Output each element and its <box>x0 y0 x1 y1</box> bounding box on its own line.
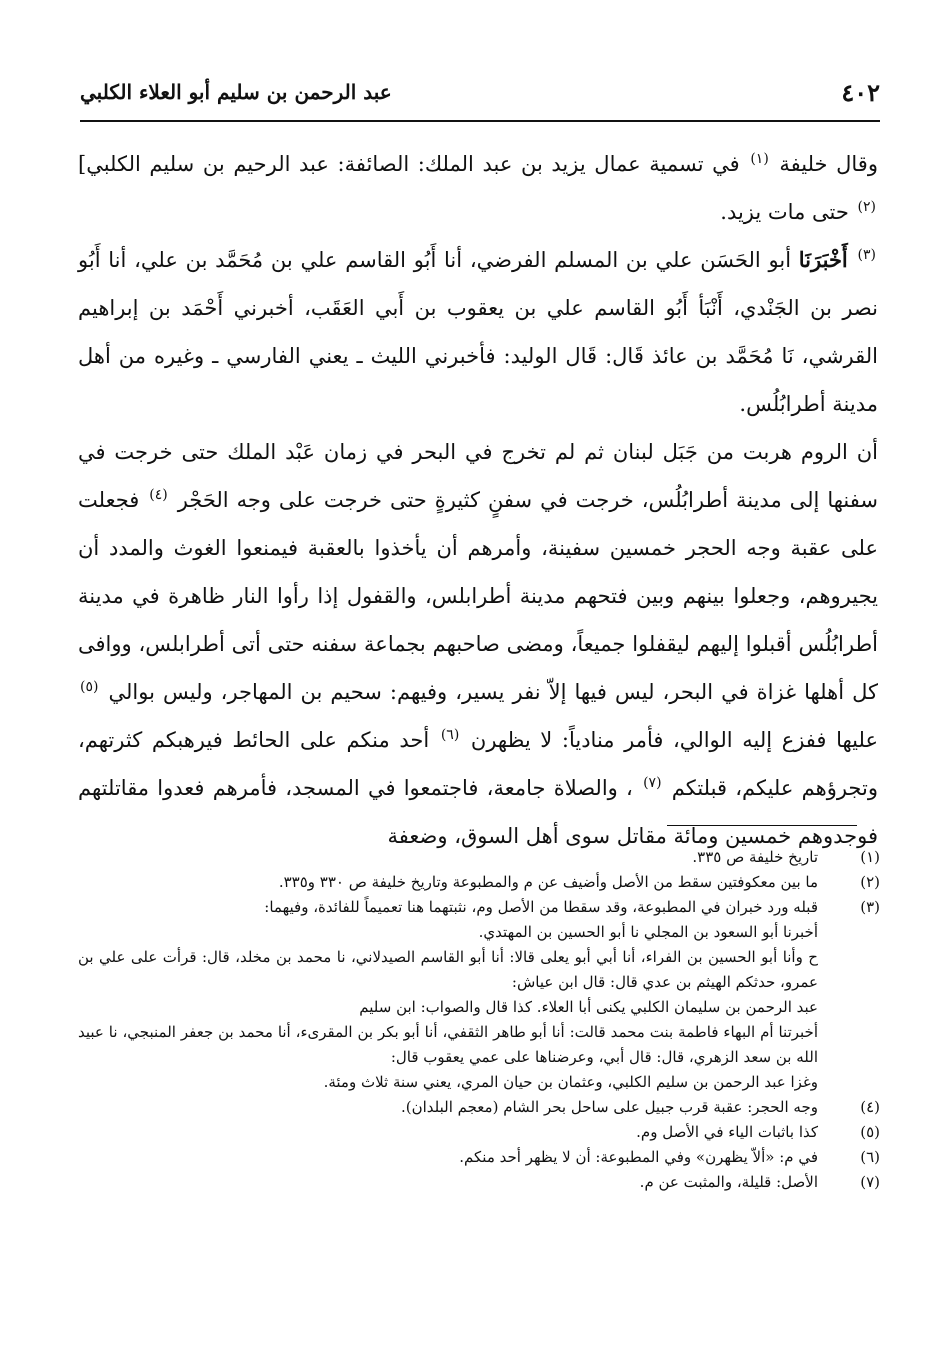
footnote-7 <box>78 1170 880 1195</box>
footnote-separator <box>667 825 857 826</box>
paragraph-text: فجعلت على عقبة وجه الحجر خمسين سفينة، وأمرهم أن يأخذوا بالعقبة فيمنعوا الغوث والمدد أن يجيروهم، وجعلوا بينهم وبين فتحهم مدينة أطرابلس، والقفول إذا رأوا النار ظاهرة في مدينة أطرابُلُس أقبلوا إليهم ليقفلوا جميعاً، ومضى صاحبهم بجماعة سفنه حتى أتى أطرابلس، ووافى كل أهلها غزاة في البحر، ليس فيها إلاّ نفر يسير، وفيهم: سحيم بن المهاجر، وليس بوالي <box>78 488 878 704</box>
footnote-3-line: أخبرنا أبو السعود بن المجلي نا أبو الحسين بن المهتدي. <box>478 923 818 941</box>
footnote-ref: (٢) <box>857 199 876 215</box>
footnote-3-line: عبد الرحمن بن سليمان الكلبي يكنى أبا العلاء. كذا قال والصواب: ابن سليم <box>359 998 818 1016</box>
footnote-ref: (٣) <box>857 247 876 263</box>
akhbarana-keyword: أَخْبَرَنَا <box>798 247 848 272</box>
footnote-ref: (٦) <box>440 727 460 743</box>
paragraph-khalifa <box>78 140 878 236</box>
header-rule <box>80 120 880 122</box>
footnote-number: (٥) <box>860 1123 880 1141</box>
footnote-text: في م: «ألاّ يظهرن» وفي المطبوعة: أن لا يظهر أحد منكم. <box>459 1148 818 1166</box>
footnote-number: (٢) <box>860 873 880 891</box>
footnote-text: وجه الحجر: عقبة قرب جبيل على ساحل بحر الشام (معجم البلدان). <box>400 1098 818 1116</box>
paragraph-text: ، والصلاة جامعة، فاجتمعوا في المسجد، فأمرهم فعدوا مقاتلتهم فوجدوهم خمسين ومائة مقاتل سوى أهل السوق، وضعفة <box>78 776 878 848</box>
footnote-number: (١) <box>860 848 880 866</box>
footnote-text: تاريخ خليفة ص ٣٣٥. <box>692 848 818 866</box>
footnote-number: (٧) <box>860 1173 880 1191</box>
footnote-text: ما بين معكوفتين سقط من الأصل وأضيف عن م والمطبوعة وتاريخ خليفة ص ٣٣٠ و٣٣٥. <box>278 873 818 891</box>
footnote-6 <box>78 1145 880 1170</box>
page-header <box>80 70 880 116</box>
footnote-2 <box>78 870 880 895</box>
footnote-4 <box>78 1095 880 1120</box>
paragraph-isnad <box>78 236 878 428</box>
footnote-text: قبله ورد خبران في المطبوعة، وقد سقطا من الأصل وم، نثبتهما هنا تعميماً للفائدة، وفيهما: <box>264 898 818 916</box>
footnote-1 <box>78 845 880 870</box>
footnote-ref: (٥) <box>80 679 99 695</box>
footnotes <box>78 845 880 1195</box>
footnote-ref: (١) <box>750 151 769 167</box>
footnote-text: الأصل: قليلة، والمثبت عن م. <box>639 1173 818 1191</box>
footnote-text: كذا باثبات الياء في الأصل وم. <box>636 1123 818 1141</box>
footnote-3-line: وغزا عبد الرحمن بن سليم الكلبي، وعثمان بن حيان المري، يعني سنة ثلاث ومئة. <box>323 1073 818 1091</box>
page-number: ٤٠٢ <box>841 78 880 107</box>
footnote-3-line: أخبرتنا أم البهاء فاطمة بنت محمد قالت: أنا أبو طاهر الثقفي، أنا أبو بكر بن المقرىء، أنا محمد بن جعفر المنبجي، نا عبيد الله بن سعد الزهري، قال: قال أبي، وعرضناها على عمي يعقوب قال: <box>78 1023 818 1066</box>
paragraph-text: عليها ففزع إليه الوالي، فأمر منادياً: لا يظهرن <box>470 728 878 752</box>
footnote-number: (٦) <box>860 1148 880 1166</box>
paragraph-text: أن الروم هربت من جَبَل لبنان ثم لم تخرج في البحر في زمان عَبْد الملك حتى خرجت في سفنها إلى مدينة أطرابُلُس، خرجت في سفنٍ كثيرةٍ حتى خرجت على وجه الحَجْر <box>78 440 878 512</box>
footnote-3 <box>78 895 880 920</box>
paragraph-text: أحد منكم على الحائط فيرهبكم كثرتهم، وتجرؤهم عليكم، قبلتكم <box>78 728 878 800</box>
paragraph-narrative <box>78 428 878 860</box>
footnote-number: (٤) <box>860 1098 880 1116</box>
paragraph-text: في تسمية عمال يزيد بن عبد الملك: الصائفة: عبد الرحيم بن سليم الكلبي] <box>78 152 740 176</box>
footnote-5 <box>78 1120 880 1145</box>
footnote-ref: (٧) <box>643 775 662 791</box>
paragraph-text: وقال خليفة <box>779 152 878 176</box>
paragraph-text: حتى مات يزيد. <box>720 200 849 224</box>
footnote-3-line: ح وأنا أبو الحسين بن الفراء، أنا أبي أبو يعلى قالا: أنا أبو القاسم الصيدلاني، نا محمد بن مخلد، قال: قرأت على علي بن عمرو، حدثكم الهيثم بن عدي قال: قال ابن عياش: <box>78 948 818 991</box>
footnote-ref: (٤) <box>149 487 168 503</box>
main-text <box>78 140 878 860</box>
running-title: عبد الرحمن بن سليم أبو العلاء الكلبي <box>80 80 392 104</box>
paragraph-text: أبو الحَسَن علي بن المسلم الفرضي، أنا أَبُو القاسم علي بن مُحَمَّد بن علي، أنا أَبُو نصر بن الجَنْدي، أَنْبَأ أَبُو القاسم علي بن يعقوب بن أَبي العَقَب، أخبرني أَحْمَد بن إبراهيم القرشي، نَا مُحَمَّد بن عائذ قَال: قَال الوليد: فأخبرني الليث ـ يعني الفارسي ـ وغيره من أهل مدينة أطرابُلُس. <box>78 248 878 416</box>
footnote-number: (٣) <box>860 898 880 916</box>
